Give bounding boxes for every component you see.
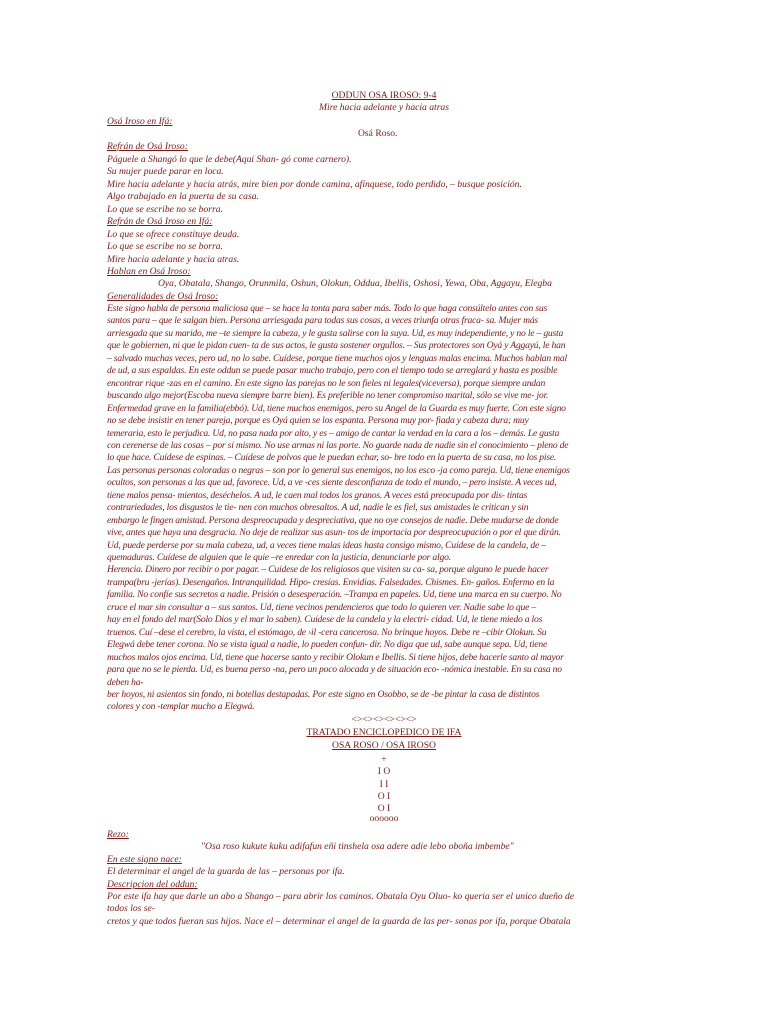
- separator: <><><><><><>: [351, 714, 417, 725]
- refran-line: Páguele a Shangó lo que le debe(Aquí Shan- gó come carnero).: [107, 154, 352, 165]
- hablan-list: Oya, Obatala, Shango, Orunmila, Oshun, Olokun, Oddua, Ibellis, Oshosi, Yewa, Oba, Aggayu, Elegba: [158, 278, 552, 289]
- hablan-label: Hablan en Osá Iroso:: [107, 266, 191, 277]
- generalidades-line: arriesgada que su marido, me –te siempre la cabeza, y le gusta salirse con la suya. Ud, es muy independiente, y no le – gusta: [107, 328, 564, 339]
- refran-line: Lo que se escribe no se borra.: [107, 204, 223, 215]
- descripcion-line: todos los se-: [107, 903, 155, 914]
- generalidades-line: Ud, puede perderse por su mala cabeza, ud, a veces tiene malas ideas hasta consigo mismo, Cuídese de la candela, de –: [107, 540, 546, 551]
- nace-text: El determinar el angel de la guarda de las – personas por ifa.: [107, 866, 345, 877]
- generalidades-line: para que no se le pierda. Ud, es buena perso -na, pero un poco alocada y de situación eco- -nómica inestable. En su casa no: [107, 664, 562, 675]
- tratado-title: TRATADO ENCICLOPEDICO DE IFA: [306, 727, 462, 738]
- generalidades-line: tiene malos pensa- mientos, deséchelos. A ud, le caen mal todos los granos. A veces está preocupada por dis- tintas: [107, 490, 528, 501]
- generalidades-line: ocultos, son personas a las que ud, favorece. Ud, a ve -ces siente desconfianza de todo el mundo, – pero insiste. A veces ud,: [107, 477, 557, 488]
- mark-line: I I: [379, 779, 389, 790]
- document-title: ODDUN OSA IROSO: 9-4: [331, 90, 437, 101]
- descripcion-line: cretos y que todos fueran sus hijos. Nace el – determinar el angel de la guarda de las per- sonas por ifa, porque Obatala: [107, 916, 571, 927]
- generalidades-line: no se debe insistir en tener pareja, porque es Oyá quien se los espanta. Persona muy por- fiada y cabeza dura; muy: [107, 415, 529, 426]
- generalidades-line: embargo le fingen amistad. Persona despreocupada y despreciativa, que no oye consejos de nadie. Debe mudarse de donde: [107, 515, 559, 526]
- descripcion-line: Por este ifa hay que darle un abo a Shango – para abrir los caminos. Obatala Oyu Oluo- ko queria ser el unico dueño de: [107, 891, 575, 902]
- generalidades-line: hay en el fondo del mar(Solo Dios y el mar lo saben). Cuídese de la candela y la electri- cidad. Ud, le tiene miedo a los: [107, 614, 543, 625]
- nace-label: En este signo nace:: [107, 854, 182, 865]
- generalidades-line: deben ha-: [107, 677, 144, 688]
- refran-line: Algo trabajado en la puerta de su casa.: [107, 191, 259, 202]
- generalidades-line: Herencia. Dinero por recibir o por pagar. – Cuídese de los religiosos que visiten su ca- sa, porque alguno le puede hacer: [107, 564, 549, 575]
- descripcion-label: Descripcion del oddun:: [107, 879, 198, 890]
- generalidades-line: de ud, a sus espaldas. En este oddun se puede pasar mucho trabajo, pero con el tiempo todo se arreglará y hasta es posible: [107, 365, 558, 376]
- tratado-subtitle: OSA ROSO / OSA IROSO: [332, 740, 436, 751]
- generalidades-line: cruce el mar sin consultar a – sus santos. Ud, tiene vecinos pendencieros que todo lo quieren ver. Nadie sabe lo que –: [107, 602, 536, 613]
- refran-line: Su mujer puede parar en loca.: [107, 166, 224, 177]
- generalidades-line: encontrar rique -zas en el camino. En este signo las parejas no le son fieles ni legales(viceversa), porque siempre andan: [107, 378, 546, 389]
- generalidades-line: – salvado muchas veces, pero ud, no lo sabe. Cuídese, porque tiene muchos ojos y lenguas malas encima. Muchos hablan mal: [107, 353, 567, 364]
- generalidades-line: Este signo habla de persona maliciosa que – se hace la tonta para saber más. Todo lo que haga consúltelo antes con sus: [107, 303, 547, 314]
- generalidades-line: temeraria, esto le perjudica. Ud, no pasa nada por alto, y es – amigo de cantar la verdad en la cara a los – demás. Le gusta: [107, 428, 560, 439]
- rezo-label: Rezo:: [107, 829, 129, 840]
- generalidades-line: quemaduras. Cuídese de alguien que le quie –re enredar con la justicia, denunciarle por algo.: [107, 552, 451, 563]
- generalidades-line: buscando algo mejor(Escoba nueva siempre barre bien). Es preferible no tener compromiso marital, sólo se vive me- jor.: [107, 390, 549, 401]
- generalidades-line: Las personas personas coloradas o negras – son por lo general sus enemigos, no los esco -ja como pareja. Ud, tiene enemigos: [107, 465, 570, 476]
- generalidades-line: colores y con -templar mucho a Elegwá.: [107, 701, 255, 712]
- mark-line: O I: [377, 791, 391, 802]
- generalidades-line: con cerenerse de las cosas – por sí mismo. No use armas ni las porte. No guarde nada de nadie sin el conocimiento – pleno de: [107, 440, 569, 451]
- generalidades-line: truenos. Cuí –dese el cerebro, la vista, el estómago, de ›il -cera cancerosa. No brinque hoyos. Debe re –cibir Olokun. Su: [107, 627, 547, 638]
- generalidades-line: familia. No confíe sus secretos a nadie. Prisión o desesperación. –Trampa en papeles. Ud, tiene una marca en su cuerpo. No: [107, 589, 562, 600]
- generalidades-line: trampa(bru -jerías). Desengaños. Intranquilidad. Hipo- cresías. Envidias. Falsedades. Chismes. En- gaños. Enfermo en la: [107, 577, 555, 588]
- generalidades-line: vive, antes que haya una desgracia. No deje de realizar sus asun- tos de importacia por despreocupación o por el que dirán.: [107, 527, 561, 538]
- mark-line: +: [381, 754, 387, 765]
- mark-line: I O: [377, 766, 391, 777]
- mark-line: oooooo: [369, 813, 399, 824]
- refran-ifa-line: Lo que se escribe no se borra.: [107, 241, 223, 252]
- generalidades-line: ber hoyos, ni asientos sin fondo, ni botellas destapadas. Por este signo en Osobbo, se de -be pintar la casa de distintos: [107, 689, 540, 700]
- generalidades-line: muchos malos ojos encima. Ud, tiene que hacerse santo y recibir Olokun e Ibellis. Si tiene hijos, debe hacerle santo al mayor: [107, 652, 564, 663]
- generalidades-line: Enfermedad grave en la familia(ebbó). Ud, tiene muchos enemigos, pero su Angel de la Guarda es muy fuerte. Con este signo: [107, 403, 566, 414]
- generalidades-line: lo que hace. Cuídese de espinas. – Cuídese de polvos que le puedan echar, so- bre todo en la puerta de su casa, no los pise.: [107, 452, 557, 463]
- generalidades-line: santos para – que le salgan bien. Persona arriesgada para todas sus cosas, a veces triunfa otras fraca- sa. Mujer más: [107, 315, 538, 326]
- generalidades-line: que le gobiernen, ni que le pidan cuen- ta de sus actos, le gusta sostener orgullos. – Sus protectores son Oyá y Aggayú, le han: [107, 340, 566, 351]
- generalidades-label: Generalidades de Osá Iroso:: [107, 291, 219, 302]
- refran-ifa-line: Mire hacia adelante y hacia atras.: [107, 254, 240, 265]
- refran-line: Mire hacia adelante y hacia atrás, mire bien por donde camina, afínquese, todo perdido, – busque posición.: [107, 179, 522, 190]
- osa-iroso-en-ifa-label: Osá Iroso en Ifá:: [107, 116, 173, 127]
- mark-line: O I: [377, 803, 391, 814]
- refran-ifa-label: Refrán de Osá Iroso en Ifá:: [107, 216, 213, 227]
- document-subtitle: Mire hacia adelante y hacia atras: [319, 102, 449, 113]
- refran-ifa-line: Lo que se ofrece constituye deuda.: [107, 229, 240, 240]
- generalidades-line: Elegwá debe tener corona. No se vista igual a nadie, lo pueden confun- dir. No diga que ud, sabe aunque sepa. Ud, tiene: [107, 639, 548, 650]
- rezo-text: "Osa roso kukute kuku adifafun eñi tinshela osa adere adie lebo oboña imbembe": [201, 841, 514, 852]
- generalidades-line: contrariedades, los disgustos le tie- nen con muchos obresaltos. A ud, nadie le es fiel, sus amistades le critican y sin: [107, 502, 529, 513]
- refran-label: Refrán de Osá Iroso:: [107, 141, 188, 152]
- osa-roso-text: Osá Roso.: [358, 128, 398, 139]
